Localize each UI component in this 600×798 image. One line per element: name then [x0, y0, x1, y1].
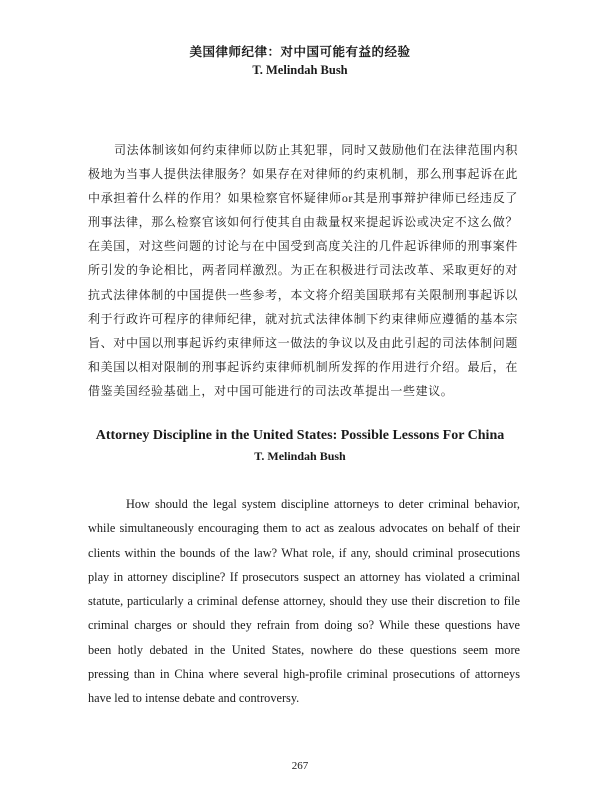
abstract-line: clients within the bounds of the law? What role, if any, should criminal prosecutions	[88, 545, 520, 560]
abstract-line: pressing than in China where several high-profile criminal prosecutions of attorneys	[88, 667, 520, 682]
abstract-line: play in attorney discipline? If prosecutors suspect an attorney has violated a criminal	[88, 569, 520, 584]
abstract-line: been hotly debated in the United States, nowhere do these questions seem more	[88, 642, 520, 657]
abstract-line: criminal charges or should they refrain from doing so? While these questions have	[88, 618, 520, 633]
abstract-line: statute, particularly a criminal defense attorney, should they use their discretion to file	[88, 594, 520, 609]
chinese-article-title: 美国律师纪律：对中国可能有益的经验	[189, 45, 411, 59]
abstract-line: How should the legal system discipline attorneys to deter criminal behavior,	[126, 497, 520, 511]
english-article-author: T. Melindah Bush	[254, 449, 346, 463]
chinese-abstract: 司法体制该如何约束律师以防止其犯罪，同时又鼓励他们在法律范围内积极地为当事人提供法律服务？如果存在对律师的约束机制，那么刑事起诉在此中承担着什么样的作用？如果检察官怀疑律师or其是刑事辩护律师已经违反了刑事法律，那么检察官该如何行使其自由裁量权来提起诉讼或决定不这么做？在美国，对这些问题的讨论与在中国受到高度关注的几件起诉律师的刑事案件所引发的争论相比，两者同样激烈。为正在积极进行司法改革、采取更好的对抗式法律体制的中国提供一些参考，本文将介绍美国联邦有关限制刑事起诉以利于行政许可程序的律师纪律，就对抗式法律体制下约束律师应遵循的基本宗旨、对中国以刑事起诉约束律师这一做法的争议以及由此引起的司法体制问题和美国以相对限制的刑事起诉约束律师机制所发挥的作用进行介绍。最后，在借鉴美国经验基础上，对中国可能进行的司法改革提出一些建议。	[88, 143, 518, 398]
abstract-line: have led to intense debate and controversy.	[88, 691, 300, 706]
chinese-article-author: T. Melindah Bush	[252, 63, 348, 77]
english-abstract-paragraph	[88, 492, 520, 711]
english-abstract	[88, 492, 520, 711]
english-article-title: Attorney Discipline in the United States: Possible Lessons For China	[95, 428, 505, 443]
page-number: 267	[291, 760, 309, 772]
abstract-line: while simultaneously encouraging them to act as zealous advocates on behalf of their	[88, 521, 520, 536]
